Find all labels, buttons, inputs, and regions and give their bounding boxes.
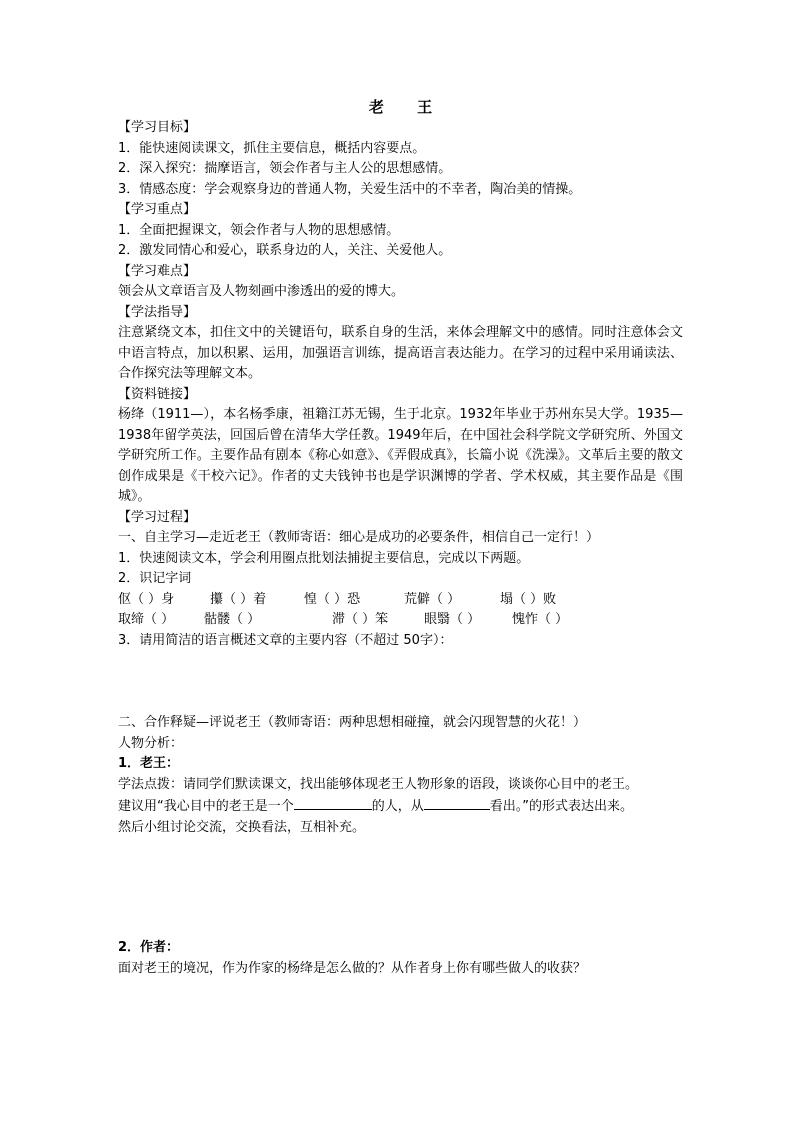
vocab-item: 塌（ ）败 xyxy=(500,591,557,607)
vocab-item: 荒僻（ ） xyxy=(404,591,461,607)
part1-question-1: 1．快速阅读文本，学会利用圈点批划法捕捉主要信息，完成以下两题。 xyxy=(118,550,530,566)
section-header-difficulty: 【学习难点】 xyxy=(118,263,197,279)
resource-paragraph: 杨绛（1911—），本名杨季康，祖籍江苏无锡，生于北京。1932年毕业于苏州东吴大学。1935—1938年留学英法，回国后曾在清华大学任教。1949年后，在中国社会科学院文学研究所、外国文学研究所工作。主要作品有剧本《称心如意》、《弄假成真》，长篇小说《洗澡》。文革后主要的散文创作成果是《干校六记》。作者的丈夫钱钟书也是学识渊博的学者、学术权威，其主要作品是《围城》。 xyxy=(118,407,683,504)
document-page xyxy=(118,96,683,979)
section-header-goals: 【学习目标】 xyxy=(118,120,197,135)
section-header-process: 【学习过程】 xyxy=(118,509,197,525)
difficulty-text: 领会从文章语言及人物刻画中渗透出的爱的博大。 xyxy=(118,284,405,299)
focus-item: 1．全面把握课文，领会作者与人物的思想感情。 xyxy=(118,222,400,238)
part1-question-2: 2．识记字词 xyxy=(118,571,192,586)
vocab-item: 滞（ ）笨 xyxy=(332,612,389,627)
vocab-item: 攥（ ）着 xyxy=(210,591,267,607)
vocab-item: 惶（ ）恐 xyxy=(304,591,361,607)
vocab-item: 骷髅（ ） xyxy=(204,612,261,627)
item2-title: 2．作者： xyxy=(118,940,180,955)
answer-space xyxy=(118,651,683,713)
part2-title: 二、合作释疑—评说老王（教师寄语：两种思想相碰撞，就会闪现智慧的火花！） xyxy=(118,715,587,730)
answer-space xyxy=(118,838,683,938)
fill-blank[interactable] xyxy=(424,795,490,810)
item1-suggestion xyxy=(118,795,683,818)
part2-subtitle: 人物分析： xyxy=(118,735,184,751)
part1-question-3: 3．请用简洁的语言概述文章的主要内容（不超过 50字）： xyxy=(118,632,453,648)
goal-item: 3．情感态度：学会观察身边的普通人物，关爱生活中的不幸者，陶冶美的情操。 xyxy=(118,181,582,197)
part1-title: 一、自主学习—走近老王（教师寄语：细心是成功的必要条件，相信自己一定行！） xyxy=(118,530,600,545)
vocab-item: 伛（ ）身 xyxy=(118,591,175,607)
section-header-focus: 【学习重点】 xyxy=(118,202,197,217)
vocab-row-2 xyxy=(118,610,683,631)
vocab-item: 取缔（ ） xyxy=(118,612,175,627)
focus-item: 2．激发同情心和爱心，联系身边的人，关注、关爱他人。 xyxy=(118,243,452,258)
goal-item: 1．能快速阅读课文，抓住主要信息，概括内容要点。 xyxy=(118,140,426,156)
item1-title: 1．老王： xyxy=(118,756,180,771)
goal-item: 2．深入探究：揣摩语言，领会作者与主人公的思想感情。 xyxy=(118,161,452,176)
item2-text: 面对老王的境况，作为作家的杨绛是怎么做的？从作者身上你有哪些做人的收获？ xyxy=(118,960,587,976)
suggestion-part-c: 看出。”的形式表达出来。 xyxy=(489,799,634,814)
item1-text: 学法点拨：请同学们默读课文，找出能够体现老王人物形象的语段，谈谈你心目中的老王。 xyxy=(118,776,639,792)
vocab-item: 愧怍（ ） xyxy=(512,612,569,627)
method-paragraph: 注意紧绕文本，扣住文中的关键语句，联系自身的生活，来体会理解文中的感情。同时注意体会文中语言特点，加以积累、运用，加强语言训练，提高语言表达能力。在学习的过程中采用诵读法、合作探究法等理解文本。 xyxy=(118,325,683,381)
item1-end: 然后小组讨论交流，交换看法，互相补充。 xyxy=(118,819,366,835)
section-header-method: 【学法指导】 xyxy=(118,304,197,320)
section-header-resource: 【资料链接】 xyxy=(118,386,197,402)
fill-blank[interactable] xyxy=(294,795,372,810)
page-title: 老 王 xyxy=(368,98,447,116)
vocab-item: 眼翳（ ） xyxy=(424,612,481,627)
vocab-row-1 xyxy=(118,590,683,611)
suggestion-part-b: 的人，从 xyxy=(371,799,424,814)
suggestion-part-a: 建议用“我心目中的老王是一个 xyxy=(118,799,294,814)
